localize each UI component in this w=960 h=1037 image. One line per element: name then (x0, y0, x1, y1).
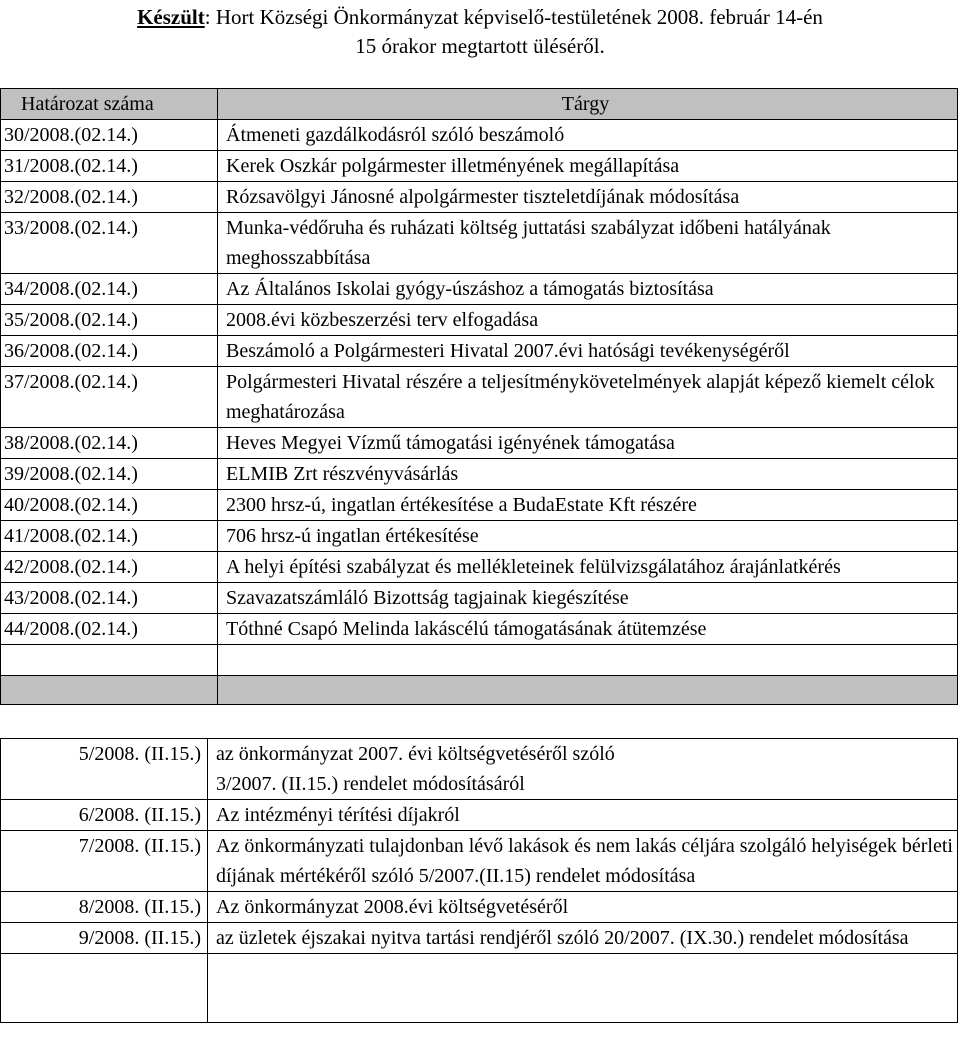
heading-line-1: : Hort Községi Önkormányzat képviselő-testületének 2008. február 14-én (204, 5, 823, 29)
document-heading (0, 3, 960, 61)
table-row (1, 213, 958, 274)
table-row (1, 305, 958, 336)
decree-number: 5/2008. (II.15.) (1, 739, 208, 800)
table-row (1, 923, 958, 954)
decree-number: 9/2008. (II.15.) (1, 923, 208, 954)
resolution-subject: Szavazatszámláló Bizottság tagjainak kiegészítése (218, 583, 958, 614)
empty-row (1, 645, 958, 676)
table-row (1, 831, 958, 892)
table-row (1, 800, 958, 831)
decree-number: 6/2008. (II.15.) (1, 800, 208, 831)
heading-line-2: 15 órakor megtartott üléséről. (355, 34, 605, 58)
table-row (1, 521, 958, 552)
resolution-subject: Polgármesteri Hivatal részére a teljesítménykövetelmények alapját képező kiemelt célok meghatározása (218, 367, 958, 428)
decree-subject: az üzletek éjszakai nyitva tartási rendjéről szóló 20/2007. (IX.30.) rendelet módosítása (208, 923, 958, 954)
grey-separator-row (1, 676, 958, 705)
resolutions-table (0, 88, 958, 705)
resolution-number: 37/2008.(02.14.) (1, 367, 218, 428)
resolution-subject: ELMIB Zrt részvényvásárlás (218, 459, 958, 490)
table-row (1, 151, 958, 182)
resolution-number: 39/2008.(02.14.) (1, 459, 218, 490)
table-row (1, 614, 958, 645)
decree-number: 8/2008. (II.15.) (1, 892, 208, 923)
table-header-row (1, 89, 958, 120)
resolution-subject: Átmeneti gazdálkodásról szóló beszámoló (218, 120, 958, 151)
header-subject: Tárgy (218, 89, 958, 120)
table-row (1, 739, 958, 800)
decree-subject: Az önkormányzati tulajdonban lévő lakások és nem lakás céljára szolgáló helyiségek bérleti díjának mértékéről szóló 5/2007.(II.15) rendelet módosítása (208, 831, 958, 892)
empty-row (1, 954, 958, 1023)
resolution-subject: Munka-védőruha és ruházati költség juttatási szabályzat időbeni hatályának meghosszabbítása (218, 213, 958, 274)
resolution-subject: 2008.évi közbeszerzési terv elfogadása (218, 305, 958, 336)
resolution-number: 33/2008.(02.14.) (1, 213, 218, 274)
resolution-number: 34/2008.(02.14.) (1, 274, 218, 305)
decree-subject: Az intézményi térítési díjakról (208, 800, 958, 831)
resolution-number: 31/2008.(02.14.) (1, 151, 218, 182)
decree-subject-line: 3/2007. (II.15.) rendelet módosításáról (216, 773, 525, 795)
table-row (1, 182, 958, 213)
table-row (1, 490, 958, 521)
resolution-number: 35/2008.(02.14.) (1, 305, 218, 336)
decree-subject-line: az önkormányzat 2007. évi költségvetéséről szóló (216, 743, 615, 765)
resolution-subject: Heves Megyei Vízmű támogatási igényének támogatása (218, 428, 958, 459)
table-row (1, 274, 958, 305)
resolution-subject: 2300 hrsz-ú, ingatlan értékesítése a BudaEstate Kft részére (218, 490, 958, 521)
resolution-number: 30/2008.(02.14.) (1, 120, 218, 151)
resolution-subject: Beszámoló a Polgármesteri Hivatal 2007.évi hatósági tevékenységéről (218, 336, 958, 367)
table-row (1, 367, 958, 428)
table-row (1, 459, 958, 490)
resolution-number: 38/2008.(02.14.) (1, 428, 218, 459)
table-row (1, 120, 958, 151)
resolution-number: 43/2008.(02.14.) (1, 583, 218, 614)
resolution-subject: Tóthné Csapó Melinda lakáscélú támogatásának átütemzése (218, 614, 958, 645)
resolution-subject: 706 hrsz-ú ingatlan értékesítése (218, 521, 958, 552)
decree-number: 7/2008. (II.15.) (1, 831, 208, 892)
decrees-table (0, 738, 958, 1023)
decree-subject: Az önkormányzat 2008.évi költségvetéséről (208, 892, 958, 923)
table-row (1, 428, 958, 459)
table-row (1, 336, 958, 367)
resolution-number: 36/2008.(02.14.) (1, 336, 218, 367)
decree-subject (208, 739, 958, 800)
resolution-number: 44/2008.(02.14.) (1, 614, 218, 645)
resolution-subject: Kerek Oszkár polgármester illetményének megállapítása (218, 151, 958, 182)
resolution-number: 42/2008.(02.14.) (1, 552, 218, 583)
resolution-number: 41/2008.(02.14.) (1, 521, 218, 552)
resolution-subject: Az Általános Iskolai gyógy-úszáshoz a támogatás biztosítása (218, 274, 958, 305)
resolution-subject: A helyi építési szabályzat és mellékleteinek felülvizsgálatához árajánlatkérés (218, 552, 958, 583)
table-row (1, 583, 958, 614)
resolution-number: 32/2008.(02.14.) (1, 182, 218, 213)
table-row (1, 892, 958, 923)
resolution-subject: Rózsavölgyi Jánosné alpolgármester tiszteletdíjának módosítása (218, 182, 958, 213)
table-row (1, 552, 958, 583)
heading-prefix: Készült (137, 5, 205, 29)
resolution-number: 40/2008.(02.14.) (1, 490, 218, 521)
header-number: Határozat száma (1, 89, 218, 120)
